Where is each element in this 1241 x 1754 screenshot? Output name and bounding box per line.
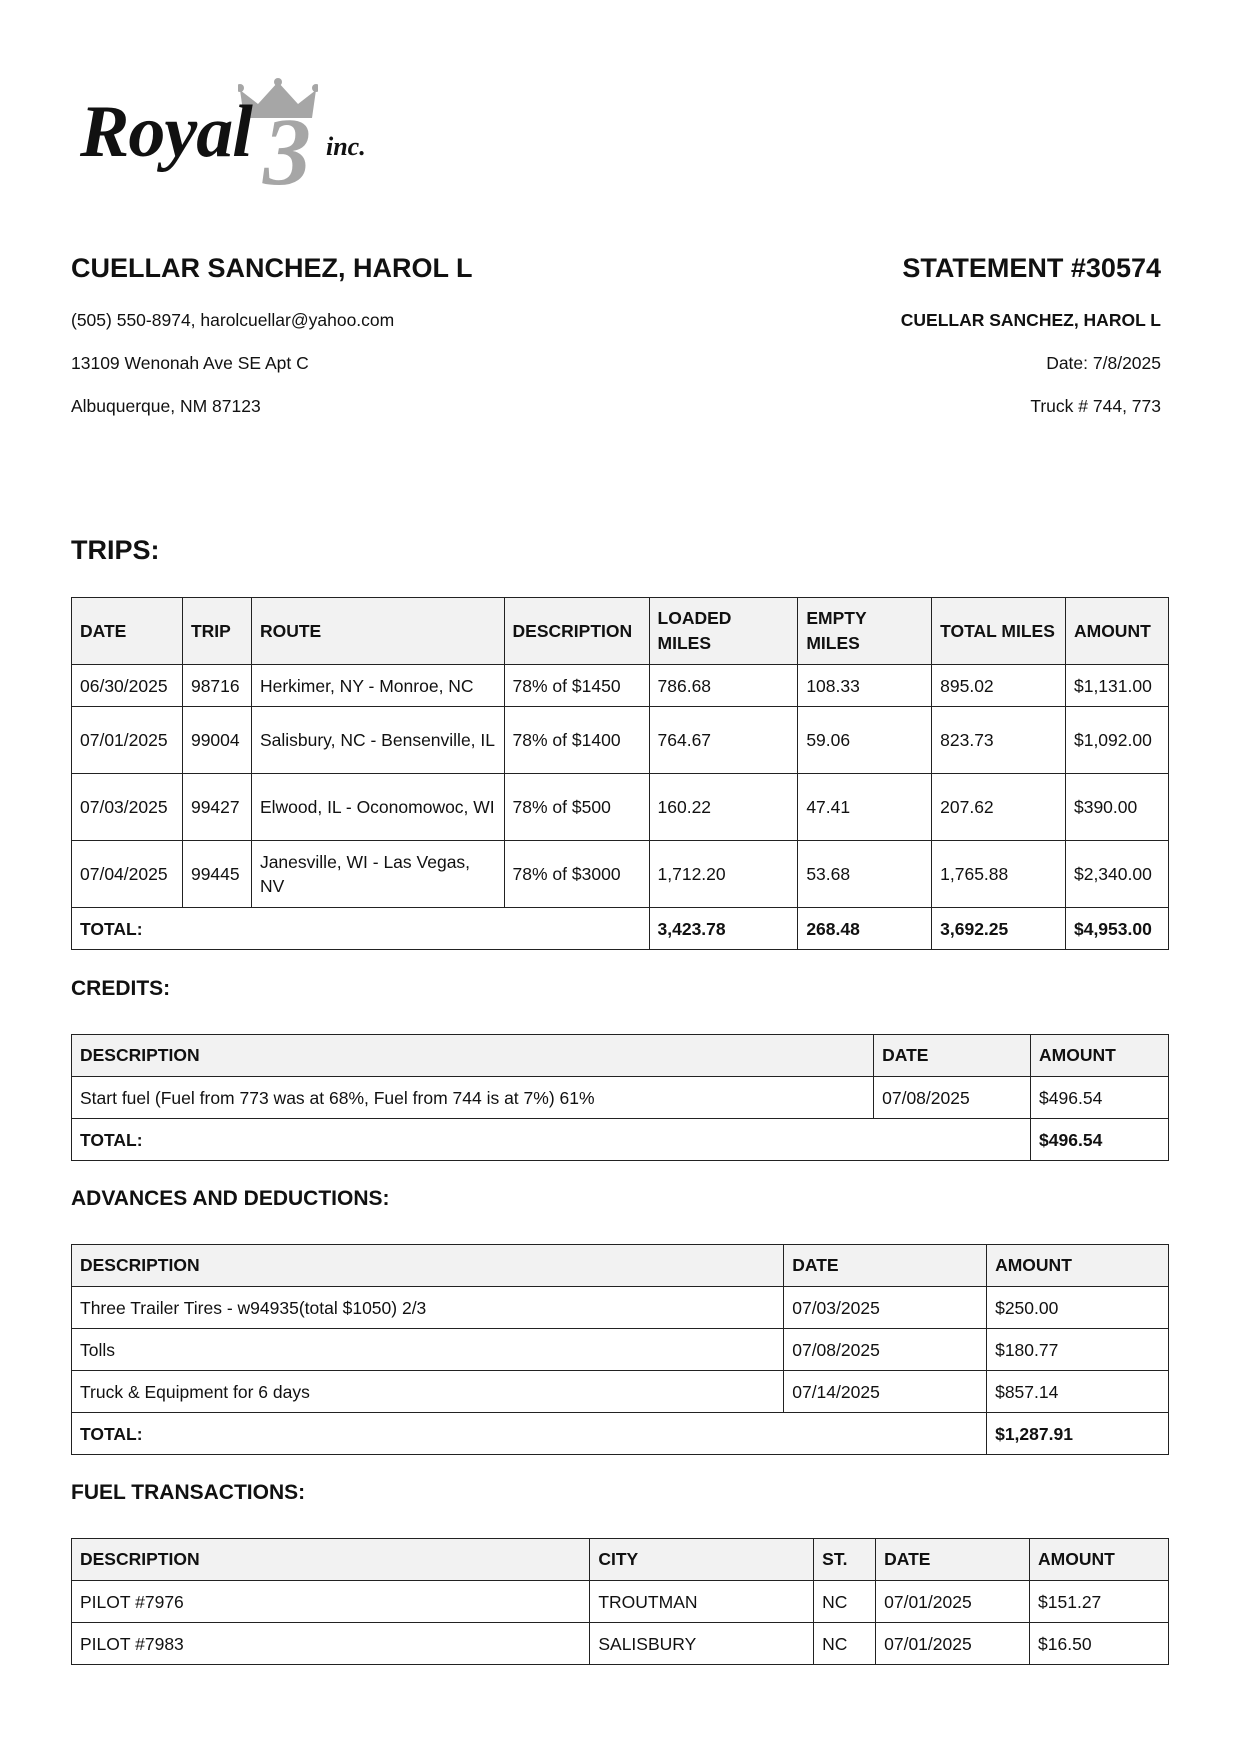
table-cell: 786.68 [649, 665, 798, 707]
table-cell: 07/01/2025 [876, 1581, 1030, 1623]
trips-title: TRIPS: [71, 535, 160, 565]
column-header: AMOUNT [1065, 598, 1168, 665]
logo-numeral: 3 [263, 98, 311, 205]
total-label: TOTAL: [72, 1119, 1031, 1161]
column-header: DESCRIPTION [504, 598, 649, 665]
total-empty-miles: 268.48 [798, 908, 932, 950]
column-header: DATE [876, 1539, 1030, 1581]
table-cell: 895.02 [932, 665, 1066, 707]
table-cell: 07/08/2025 [784, 1329, 987, 1371]
table-cell: 1,712.20 [649, 841, 798, 908]
table-cell: $2,340.00 [1065, 841, 1168, 908]
table-header-row [72, 1035, 1169, 1077]
logo-wordmark: Royal [80, 91, 252, 173]
table-cell: 47.41 [798, 774, 932, 841]
column-header: DATE [784, 1245, 987, 1287]
driver-contact: (505) 550-8974, harolcuellar@yahoo.com [71, 310, 395, 330]
table-cell: 823.73 [932, 707, 1066, 774]
table-cell: 07/14/2025 [784, 1371, 987, 1413]
column-header: ROUTE [251, 598, 504, 665]
trips-table [71, 597, 1169, 950]
driver-info [71, 252, 473, 439]
total-label: TOTAL: [72, 1413, 987, 1455]
column-header: AMOUNT [1031, 1035, 1169, 1077]
table-cell: 207.62 [932, 774, 1066, 841]
table-row [72, 665, 1169, 707]
advances-table [71, 1244, 1169, 1455]
statement-name: CUELLAR SANCHEZ, HAROL L [900, 310, 1161, 330]
column-header: DESCRIPTION [72, 1035, 874, 1077]
table-row [72, 1371, 1169, 1413]
table-cell: 764.67 [649, 707, 798, 774]
table-cell: 07/03/2025 [72, 774, 183, 841]
total-amount: $4,953.00 [1065, 908, 1168, 950]
table-cell: $250.00 [987, 1287, 1169, 1329]
table-cell: 07/08/2025 [874, 1077, 1031, 1119]
table-cell: 06/30/2025 [72, 665, 183, 707]
statement-date: Date: 7/8/2025 [1046, 353, 1161, 373]
table-cell: 98716 [182, 665, 251, 707]
total-amount: $1,287.91 [987, 1413, 1169, 1455]
advances-title: ADVANCES AND DEDUCTIONS: [71, 1187, 390, 1210]
table-cell: 78% of $500 [504, 774, 649, 841]
table-cell: $496.54 [1031, 1077, 1169, 1119]
company-logo [80, 78, 380, 205]
column-header: AMOUNT [1030, 1539, 1169, 1581]
table-cell: Janesville, WI - Las Vegas, NV [251, 841, 504, 908]
table-cell: $390.00 [1065, 774, 1168, 841]
total-amount: $496.54 [1031, 1119, 1169, 1161]
table-header-row [72, 1245, 1169, 1287]
table-row [72, 841, 1169, 908]
table-row [72, 1581, 1169, 1623]
table-cell: NC [814, 1623, 876, 1665]
table-total-row [72, 1119, 1169, 1161]
column-header: DESCRIPTION [72, 1539, 590, 1581]
table-cell: 59.06 [798, 707, 932, 774]
column-header: LOADED MILES [649, 598, 798, 665]
table-cell: 160.22 [649, 774, 798, 841]
column-header: CITY [590, 1539, 814, 1581]
statement-truck: Truck # 744, 773 [1030, 396, 1161, 416]
statement-info [901, 252, 1161, 439]
table-cell: 78% of $3000 [504, 841, 649, 908]
table-cell: 07/01/2025 [876, 1623, 1030, 1665]
table-cell: 07/04/2025 [72, 841, 183, 908]
table-cell: 99004 [182, 707, 251, 774]
table-header-row [72, 598, 1169, 665]
column-header: ST. [814, 1539, 876, 1581]
table-cell: 07/01/2025 [72, 707, 183, 774]
table-row [72, 707, 1169, 774]
table-cell: Truck & Equipment for 6 days [72, 1371, 784, 1413]
table-header-row [72, 1539, 1169, 1581]
column-header: DATE [72, 598, 183, 665]
fuel-table [71, 1538, 1169, 1665]
total-loaded-miles: 3,423.78 [649, 908, 798, 950]
table-cell: 99427 [182, 774, 251, 841]
column-header: TRIP [182, 598, 251, 665]
table-cell: 53.68 [798, 841, 932, 908]
table-cell: $1,092.00 [1065, 707, 1168, 774]
table-cell: $1,131.00 [1065, 665, 1168, 707]
table-cell: $857.14 [987, 1371, 1169, 1413]
table-cell: 99445 [182, 841, 251, 908]
statement-title: STATEMENT #30574 [902, 253, 1161, 283]
table-cell: NC [814, 1581, 876, 1623]
fuel-title: FUEL TRANSACTIONS: [71, 1481, 306, 1504]
driver-address-line2: Albuquerque, NM 87123 [71, 396, 261, 416]
column-header: DATE [874, 1035, 1031, 1077]
table-total-row [72, 908, 1169, 950]
table-cell: $16.50 [1030, 1623, 1169, 1665]
table-total-row [72, 1413, 1169, 1455]
table-cell: TROUTMAN [590, 1581, 814, 1623]
table-cell: 07/03/2025 [784, 1287, 987, 1329]
table-cell: Tolls [72, 1329, 784, 1371]
table-cell: PILOT #7983 [72, 1623, 590, 1665]
table-cell: Three Trailer Tires - w94935(total $1050) 2/3 [72, 1287, 784, 1329]
table-cell: 78% of $1400 [504, 707, 649, 774]
column-header: DESCRIPTION [72, 1245, 784, 1287]
table-cell: Salisbury, NC - Bensenville, IL [251, 707, 504, 774]
table-cell: SALISBURY [590, 1623, 814, 1665]
table-row [72, 1077, 1169, 1119]
table-cell: PILOT #7976 [72, 1581, 590, 1623]
table-cell: 1,765.88 [932, 841, 1066, 908]
column-header: EMPTY MILES [798, 598, 932, 665]
column-header: AMOUNT [987, 1245, 1169, 1287]
table-cell: Herkimer, NY - Monroe, NC [251, 665, 504, 707]
credits-table [71, 1034, 1169, 1161]
table-cell: $151.27 [1030, 1581, 1169, 1623]
table-cell: Elwood, IL - Oconomowoc, WI [251, 774, 504, 841]
logo-suffix: inc. [326, 132, 366, 161]
column-header: TOTAL MILES [932, 598, 1066, 665]
table-cell: 78% of $1450 [504, 665, 649, 707]
driver-name: CUELLAR SANCHEZ, HAROL L [71, 253, 473, 283]
table-row [72, 1287, 1169, 1329]
table-cell: Start fuel (Fuel from 773 was at 68%, Fuel from 744 is at 7%) 61% [72, 1077, 874, 1119]
driver-address-line1: 13109 Wenonah Ave SE Apt C [71, 353, 309, 373]
total-label: TOTAL: [72, 908, 650, 950]
table-row [72, 774, 1169, 841]
table-row [72, 1329, 1169, 1371]
total-miles: 3,692.25 [932, 908, 1066, 950]
credits-title: CREDITS: [71, 977, 171, 1000]
table-cell: 108.33 [798, 665, 932, 707]
table-row [72, 1623, 1169, 1665]
table-cell: $180.77 [987, 1329, 1169, 1371]
